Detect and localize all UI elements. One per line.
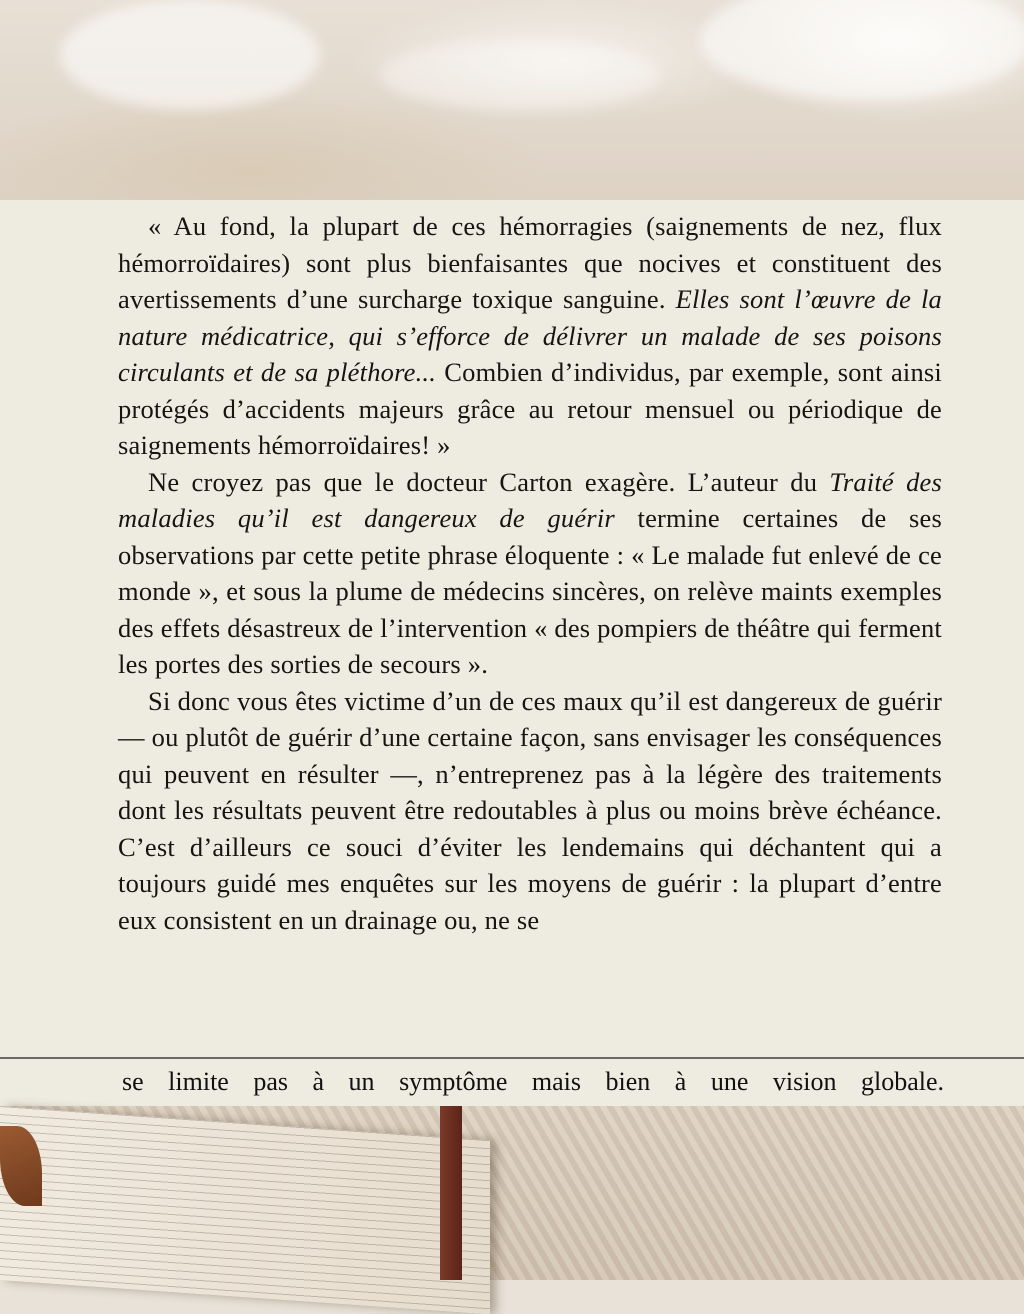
final-line: se limite pas à un symptôme mais bien à une vision globale. bbox=[122, 1067, 944, 1096]
quote-text-start: « Au fond, la plupart de ces hémorragies (saignements de nez, flux hémorroïdaires) sont plus bienfaisantes que nocives et constituent des avertissements d’une surcharge toxique sanguine. bbox=[118, 211, 942, 314]
paragraph-quote bbox=[118, 208, 942, 464]
scanned-book-page bbox=[0, 200, 1024, 1106]
divider-line bbox=[0, 1057, 1024, 1059]
quote-italic: Elles sont l’œuvre de la nature médicatrice, qui s’efforce de délivrer un malade de ses poisons circulants et de sa pléthore... bbox=[118, 284, 942, 387]
background-photo-blanket bbox=[0, 0, 1024, 200]
sheet-highlight bbox=[380, 40, 660, 110]
quote-text-end: Combien d’individus, par exemple, sont ainsi protégés d’accidents majeurs grâce au retour mensuel ou périodique de saignements hémorroïdaires! » bbox=[118, 357, 942, 460]
book-spine bbox=[440, 1106, 462, 1280]
background-photo-book-knit bbox=[0, 1106, 1024, 1280]
paragraph-advice: Si donc vous êtes victime d’un de ces maux qu’il est dangereux de guérir — ou plutôt de guérir d’une certaine façon, sans envisager les conséquences qui peuvent en résulter —, n’entreprenez pas à la légère des traitements dont les résultats peuvent être redoutables à plus ou moins brève échéance. C’est d’ailleurs ce souci d’éviter les lendemains qui déchantent qui a toujours guidé mes enquêtes sur les moyens de guérir : la plupart d’entre eux consistent en un drainage ou, ne se bbox=[118, 685, 942, 935]
carton-text-start: Ne croyez pas que le docteur Carton exagère. L’auteur du bbox=[148, 466, 830, 497]
carton-text-end: termine certaines de ses observations par cette petite phrase éloquente : « Le malade fut enlevé de ce monde », et sous la plume de médecins sincères, on relève maints exemples des effets désastreux de l’intervention « des pompiers de théâtre qui ferment les portes des sorties de secours ». bbox=[118, 503, 942, 679]
book-title-italic: Traité des maladies qu’il est dangereux de guérir bbox=[118, 466, 942, 533]
pillow-highlight bbox=[60, 0, 320, 110]
open-book-image bbox=[0, 1106, 490, 1314]
page-text bbox=[118, 208, 942, 938]
pillow-highlight bbox=[700, 0, 1024, 100]
paragraph-carton bbox=[118, 464, 942, 683]
